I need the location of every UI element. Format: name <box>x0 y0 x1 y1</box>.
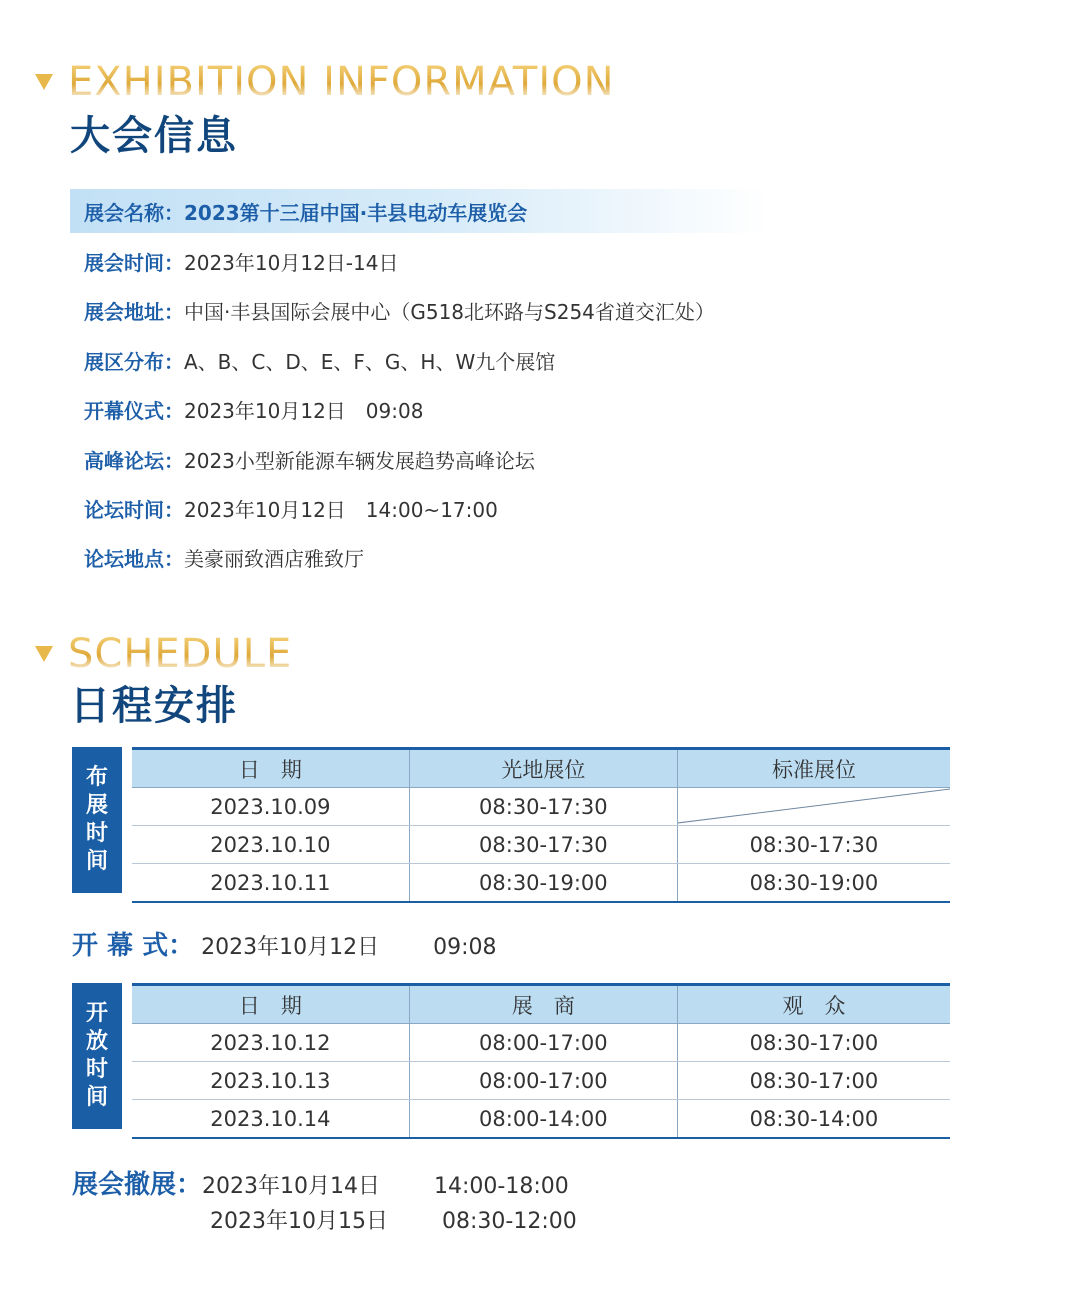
cell-date: 2023.10.09 <box>132 788 409 826</box>
schedule-title: 日程安排 <box>70 683 238 729</box>
opening-date: 2023年10月12日 <box>201 935 380 960</box>
header-standard-booth: 标准展位 <box>677 749 950 788</box>
open-side-label <box>72 983 122 1129</box>
side-char: 布 <box>85 765 108 790</box>
exhibition-title: 大会信息 <box>70 113 238 159</box>
cell-empty-slash <box>677 788 950 826</box>
cell-time: 08:00-17:00 <box>409 1062 677 1100</box>
info-row-forum-venue <box>70 535 770 579</box>
teardown-date: 2023年10月15日 <box>210 1209 388 1234</box>
teardown-line-2 <box>210 1204 577 1235</box>
cell-date: 2023.10.14 <box>132 1100 409 1139</box>
header-date: 日 期 <box>132 749 409 788</box>
info-value: 2023年10月12日 09:08 <box>184 398 424 423</box>
triangle-marker-icon <box>35 646 53 662</box>
info-row-opening <box>70 387 770 431</box>
cell-time: 08:00-14:00 <box>409 1100 677 1139</box>
info-label: 高峰论坛： <box>84 448 184 473</box>
cell-date: 2023.10.13 <box>132 1062 409 1100</box>
info-row-time <box>70 239 770 283</box>
triangle-marker-icon <box>35 74 53 90</box>
side-char: 时 <box>85 821 108 846</box>
info-row-forum <box>70 437 770 481</box>
side-char: 放 <box>85 1029 108 1054</box>
info-label: 展会地址： <box>84 299 184 324</box>
cell-date: 2023.10.10 <box>132 826 409 864</box>
teardown-label: 展会撤展： <box>72 1170 203 1200</box>
cell-time: 08:00-17:00 <box>409 1024 677 1062</box>
teardown-time: 08:30-12:00 <box>441 1209 577 1234</box>
cell-time: 08:30-19:00 <box>409 864 677 903</box>
table-header-row <box>132 985 950 1024</box>
info-value: 2023第十三届中国·丰县电动车展览会 <box>184 200 528 225</box>
info-label: 展会时间： <box>84 250 184 275</box>
table-row <box>132 1100 950 1139</box>
header-date: 日 期 <box>132 985 409 1024</box>
info-label: 论坛地点： <box>84 546 184 571</box>
cell-time: 08:30-17:30 <box>409 826 677 864</box>
header-visitor: 观 众 <box>677 985 950 1024</box>
table-row <box>132 864 950 903</box>
info-row-address <box>70 288 770 332</box>
header-raw-space: 光地展位 <box>409 749 677 788</box>
info-value: 美豪丽致酒店雅致厅 <box>184 546 364 571</box>
table-row <box>132 1024 950 1062</box>
side-char: 展 <box>85 793 108 818</box>
side-char: 开 <box>85 1001 108 1026</box>
info-row-zones <box>70 338 770 382</box>
table-row <box>132 788 950 826</box>
info-value: 2023年10月12日 14:00~17:00 <box>184 497 498 522</box>
cell-date: 2023.10.12 <box>132 1024 409 1062</box>
diagonal-line <box>678 788 950 825</box>
side-char: 间 <box>85 849 108 874</box>
table-row <box>132 1062 950 1100</box>
cell-time: 08:30-17:00 <box>677 1024 950 1062</box>
setup-time-table <box>72 747 950 893</box>
info-value: 2023小型新能源车辆发展趋势高峰论坛 <box>184 448 535 473</box>
open-time-table <box>72 983 950 1129</box>
side-char: 时 <box>85 1057 108 1082</box>
exhibition-watermark: EXHIBITION INFORMATION <box>68 59 615 105</box>
cell-time: 08:30-17:30 <box>677 826 950 864</box>
header-exhibitor: 展 商 <box>409 985 677 1024</box>
teardown-line-1 <box>72 1164 569 1201</box>
info-row-forum-time <box>70 486 770 530</box>
table-header-row <box>132 749 950 788</box>
info-label: 开幕仪式： <box>84 398 184 423</box>
schedule-watermark: SCHEDULE <box>68 631 293 677</box>
cell-time: 08:30-19:00 <box>677 864 950 903</box>
opening-time: 09:08 <box>433 935 497 960</box>
info-row-name <box>70 189 770 233</box>
info-label: 论坛时间： <box>84 497 184 522</box>
side-char: 间 <box>85 1085 108 1110</box>
info-label: 展会名称： <box>84 200 184 225</box>
info-value: 2023年10月12日-14日 <box>184 250 399 275</box>
opening-line <box>72 925 497 962</box>
info-value: 中国·丰县国际会展中心（G518北环路与S254省道交汇处） <box>184 299 715 324</box>
setup-side-label <box>72 747 122 893</box>
cell-time: 08:30-14:00 <box>677 1100 950 1139</box>
cell-time: 08:30-17:00 <box>677 1062 950 1100</box>
teardown-date: 2023年10月14日 <box>202 1174 380 1199</box>
info-label: 展区分布： <box>84 349 184 374</box>
cell-time: 08:30-17:30 <box>409 788 677 826</box>
teardown-time: 14:00-18:00 <box>434 1174 569 1199</box>
table-row <box>132 826 950 864</box>
opening-label: 开 幕 式： <box>72 931 195 961</box>
info-value: A、B、C、D、E、F、G、H、W九个展馆 <box>184 349 556 374</box>
cell-date: 2023.10.11 <box>132 864 409 903</box>
